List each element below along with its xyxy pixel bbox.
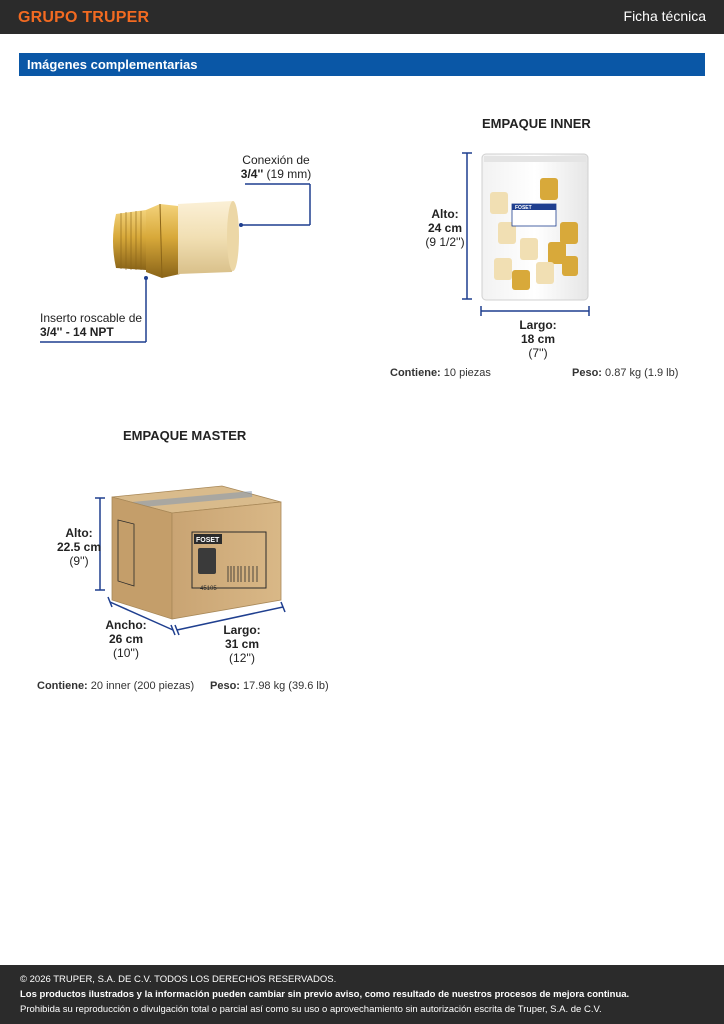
footer-copyright: © 2026 TRUPER, S.A. DE C.V. TODOS LOS DERECHOS RESERVADOS.: [20, 974, 337, 985]
master-height-title: Alto:: [65, 526, 93, 540]
master-contains: [37, 680, 194, 692]
master-weight: [210, 680, 329, 692]
inner-length-title: Largo:: [519, 318, 557, 332]
insert-label-line1: Inserto roscable de: [40, 311, 143, 325]
brand-logo: GRUPO TRUPER: [18, 9, 150, 26]
master-height-value: 22.5 cm: [56, 540, 102, 554]
master-height-label: [50, 526, 108, 568]
master-length-title: Largo:: [223, 623, 261, 637]
inner-weight-value: 0.87 kg (1.9 lb): [601, 367, 679, 379]
master-weight-value: 17.98 kg (39.6 lb): [239, 680, 329, 692]
master-width-label: [98, 618, 154, 660]
document-type: Ficha técnica: [623, 8, 706, 24]
bag-brand-text: FOSET: [515, 205, 532, 211]
inner-contains-value: 10 piezas: [440, 367, 491, 379]
master-heading: EMPAQUE MASTER: [123, 428, 247, 443]
box-brand-text: FOSET: [196, 537, 220, 544]
section-title: Imágenes complementarias: [27, 57, 198, 72]
footer-notice: Los productos ilustrados y la información pueden cambiar sin previo aviso, como resultado de nuestros procesos de mejora continua.: [20, 989, 630, 1000]
master-width-title: Ancho:: [105, 618, 147, 632]
inner-heading: EMPAQUE INNER: [482, 116, 591, 131]
insert-label-line2: 3/4'' - 14 NPT: [40, 325, 114, 339]
inner-weight-label: Peso:: [572, 367, 602, 379]
master-contains-label: Contiene:: [37, 680, 88, 692]
master-height-inches: (9''): [69, 554, 89, 568]
master-width-inches: (10''): [113, 646, 139, 660]
connection-size-mm: (19 mm): [263, 167, 312, 181]
master-length-value: 31 cm: [224, 637, 260, 651]
connection-label-line1: Conexión de: [242, 153, 310, 167]
footer-prohibition: Prohibida su reproducción o divulgación total o parcial así como su uso o aprovechamiento sin autorización escrita de Truper, S.A. de C.V.: [20, 1004, 602, 1015]
master-weight-label: Peso:: [210, 680, 240, 692]
master-length-inches: (12''): [229, 651, 255, 665]
inner-length-value: 18 cm: [520, 332, 556, 346]
inner-contains-label: Contiene:: [390, 367, 441, 379]
master-length-label: [214, 623, 270, 665]
master-width-value: 26 cm: [108, 632, 144, 646]
inner-height-inches: (9 1/2''): [425, 235, 465, 249]
footer: [0, 965, 724, 1024]
inner-height-value: 24 cm: [427, 221, 463, 235]
connection-size: 3/4'': [240, 167, 264, 181]
master-contains-value: 20 inner (200 piezas): [87, 680, 195, 692]
inner-height-title: Alto:: [431, 207, 459, 221]
box-code-text: 45105: [200, 586, 217, 592]
inner-length-inches: (7''): [528, 346, 548, 360]
